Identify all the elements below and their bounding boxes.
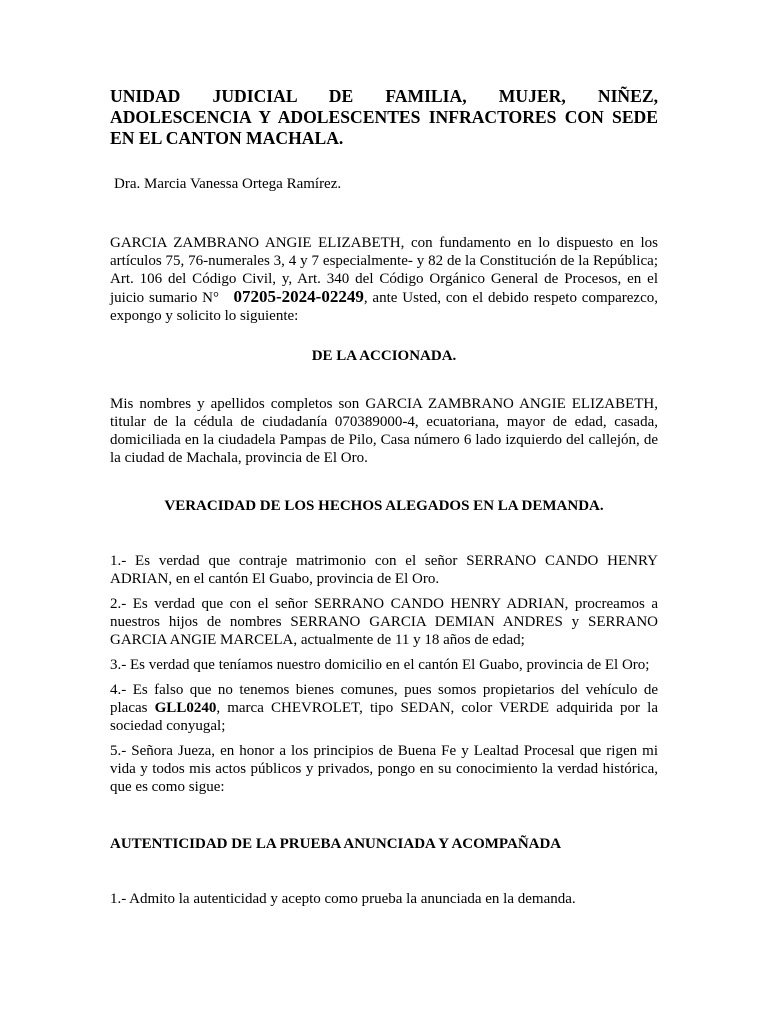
- judge-name: Dra. Marcia Vanessa Ortega Ramírez.: [114, 176, 342, 192]
- section-heading-accionada: DE LA ACCIONADA.: [311, 348, 457, 364]
- veracidad-item-2: 2.- Es verdad que con el señor SERRANO CANDO HENRY ADRIAN, procreamos a nuestros hijos de nombres SERRANO GARCIA DEMIAN ANDRES y SERRANO GARCIA ANGIE MARCELA, actualmente de 11 y 18 años de edad;: [110, 596, 658, 648]
- intro-paragraph: [110, 234, 658, 325]
- case-number: 07205-2024-02249: [233, 287, 364, 306]
- item4-text-before: 4.- Es falso que no tenemos bienes comunes, pues somos propietarios del vehículo de placas: [110, 682, 658, 716]
- veracidad-item-1: 1.- Es verdad que contraje matrimonio con el señor SERRANO CANDO HENRY ADRIAN, en el cantón El Guabo, provincia de El Oro.: [110, 553, 658, 587]
- veracidad-item-4: [110, 681, 658, 735]
- veracidad-item-3: 3.- Es verdad que teníamos nuestro domicilio en el cantón El Guabo, provincia de El Oro;: [110, 657, 650, 673]
- intro-text-before: GARCIA ZAMBRANO ANGIE ELIZABETH, con fundamento en lo dispuesto en los artículos 75, 76-numerales 3, 4 y 7 especialmente- y 82 de la Constitución de la República; Art. 106 del Código Civil, y, Art. 340 del Código Orgánico General de Procesos, en el juicio sumario N°: [110, 235, 658, 306]
- section-heading-autenticidad: AUTENTICIDAD DE LA PRUEBA ANUNCIADA Y ACOMPAÑADA: [110, 836, 562, 852]
- intro-text-after: , ante Usted, con el debido respeto comparezco, expongo y solicito lo siguiente:: [110, 290, 658, 324]
- veracidad-item-5: 5.- Señora Jueza, en honor a los principios de Buena Fe y Lealtad Procesal que rigen mi vida y todos mis actos públicos y privados, pongo en su conocimiento la verdad histórica, que es como sigue:: [110, 743, 658, 795]
- court-heading: UNIDAD JUDICIAL DE FAMILIA, MUJER, NIÑEZ, ADOLESCENCIA Y ADOLESCENTES INFRACTORES CON SEDE EN EL CANTON MACHALA.: [110, 86, 658, 148]
- vehicle-plate: GLL0240: [154, 700, 217, 716]
- section-heading-veracidad: VERACIDAD DE LOS HECHOS ALEGADOS EN LA DEMANDA.: [164, 498, 604, 514]
- autenticidad-item-1: 1.- Admito la autenticidad y acepto como prueba la anunciada en la demanda.: [110, 891, 576, 907]
- item4-text-after: , marca CHEVROLET, tipo SEDAN, color VERDE adquirida por la sociedad conyugal;: [110, 700, 658, 734]
- accionada-paragraph: Mis nombres y apellidos completos son GARCIA ZAMBRANO ANGIE ELIZABETH, titular de la cédula de ciudadanía 070389000-4, ecuatoriana, mayor de edad, casada, domiciliada en la ciudadela Pampas de Pilo, Casa número 6 lado izquierdo del callejón, de la ciudad de Machala, provincia de El Oro.: [110, 396, 658, 466]
